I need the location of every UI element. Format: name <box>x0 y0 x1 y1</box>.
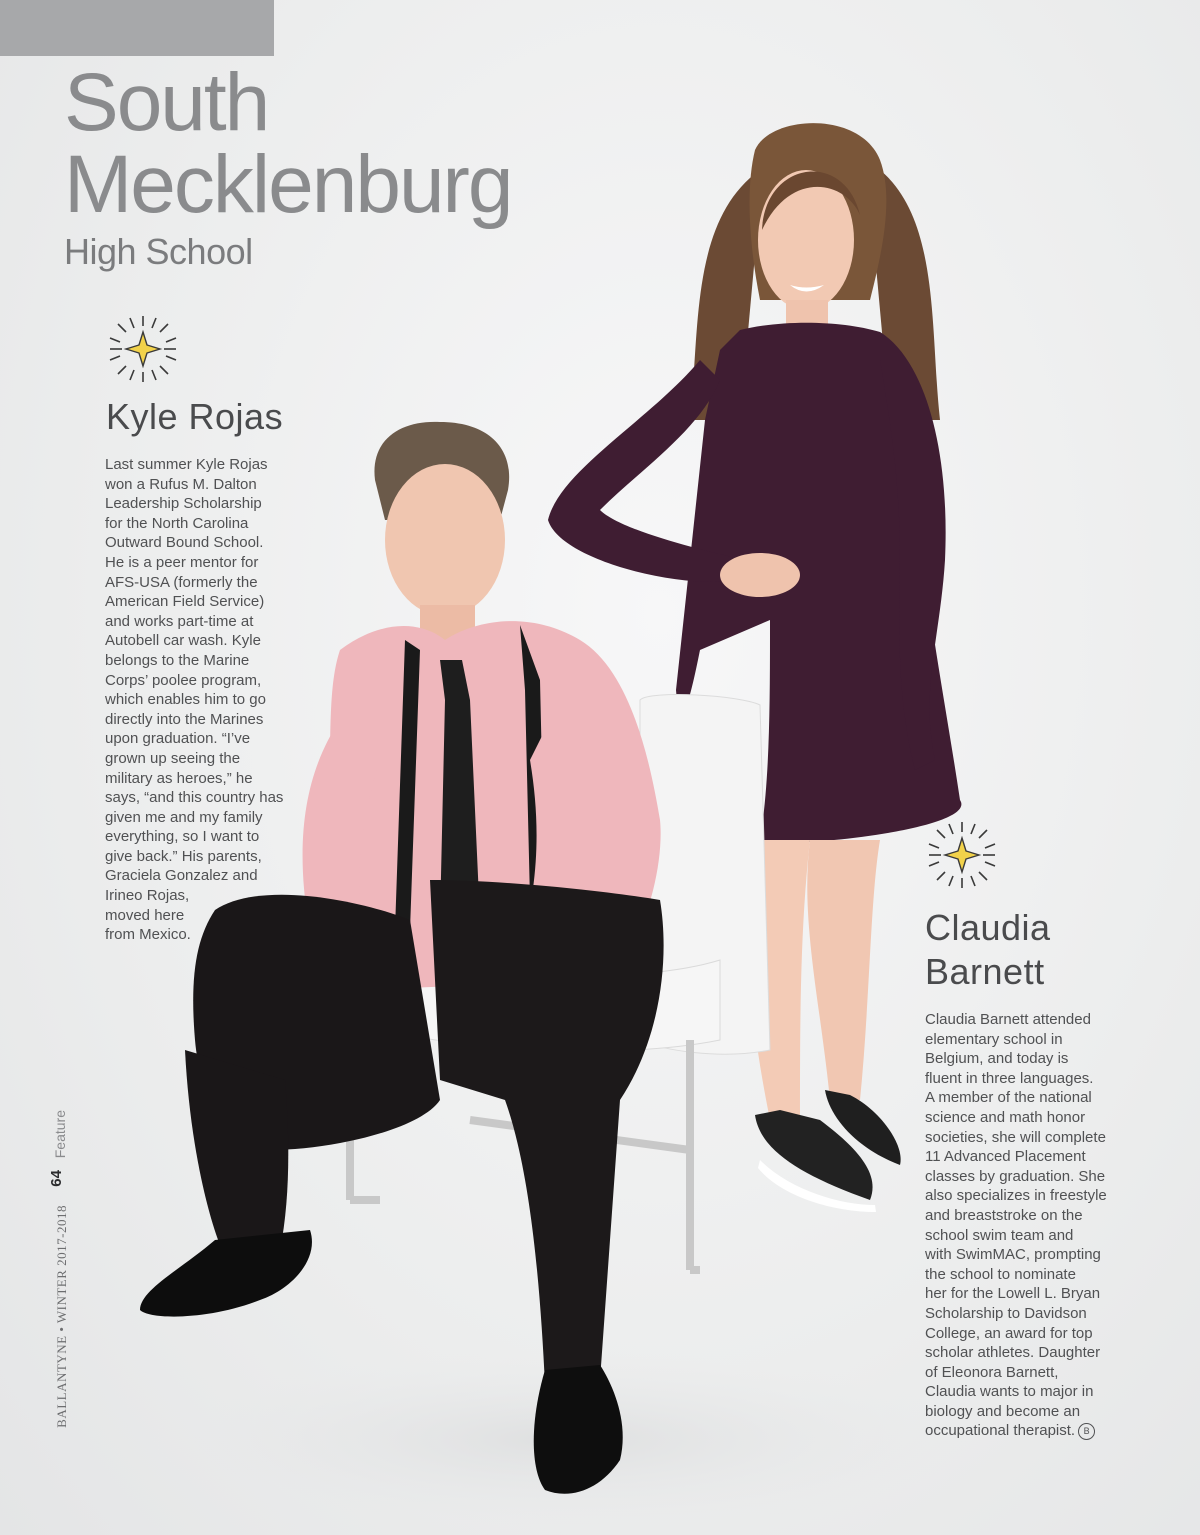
bio-line: Claudia Barnett attended <box>925 1011 1091 1028</box>
bio-line: Scholarship to Davidson <box>925 1304 1087 1322</box>
bio-line: belongs to the Marine <box>105 651 250 669</box>
bio-line: moved here <box>105 906 185 924</box>
bio-line: from Mexico. <box>105 926 191 944</box>
sparkle-star-icon <box>106 314 180 384</box>
bio-line: Corps’ poolee program, <box>105 671 262 689</box>
bio-line-last <box>925 1421 1107 1441</box>
bio-line: of Eleonora Barnett, <box>925 1363 1059 1381</box>
bio-line: elementary school in <box>925 1030 1063 1048</box>
bio-line: scholar athletes. Daughter <box>925 1344 1101 1362</box>
bio-line: also specializes in freestyle <box>925 1187 1107 1205</box>
bio-line: A member of the national <box>925 1089 1092 1107</box>
profile-bio-kyle <box>105 455 283 945</box>
title-subtitle: High School <box>64 231 253 272</box>
bio-line: with SwimMAC, prompting <box>925 1246 1101 1264</box>
profile-name-claudia <box>925 906 1051 994</box>
bio-line: the school to nominate <box>925 1265 1076 1283</box>
page-title <box>64 57 512 272</box>
bio-line: for the North Carolina <box>105 514 249 532</box>
bio-line: grown up seeing the <box>105 749 241 767</box>
bio-line: give back.” His parents, <box>105 847 262 865</box>
bio-line: 11 Advanced Placement <box>925 1148 1086 1166</box>
bio-line: science and math honor <box>925 1108 1086 1126</box>
bio-line: Outward Bound School. <box>105 534 264 552</box>
bio-line: Last summer Kyle Rojas <box>105 456 268 473</box>
title-line-1: South <box>64 57 269 148</box>
bio-line: says, “and this country has <box>105 789 284 807</box>
bio-line: Belgium, and today is <box>925 1050 1069 1068</box>
sparkle-star-icon <box>925 820 999 890</box>
bio-line: and works part-time at <box>105 612 254 630</box>
bio-line: directly into the Marines <box>105 710 264 728</box>
bio-line: occupational therapist. <box>925 1422 1076 1440</box>
profile-name-kyle: Kyle Rojas <box>106 396 284 437</box>
bio-line: and breaststroke on the <box>925 1206 1083 1224</box>
bio-line: Claudia wants to major in <box>925 1383 1094 1401</box>
bio-line: Graciela Gonzalez and <box>105 867 258 885</box>
bio-line: school swim team and <box>925 1226 1074 1244</box>
bio-line: Leadership Scholarship <box>105 495 262 513</box>
profile-bio-claudia <box>925 1010 1107 1441</box>
bio-line: American Field Service) <box>105 593 265 611</box>
title-line-2: Mecklenburg <box>64 139 512 230</box>
bio-line: given me and my family <box>105 808 263 826</box>
section-label: Feature <box>52 1110 68 1159</box>
name-line-2: Barnett <box>925 951 1045 992</box>
bio-line: societies, she will complete <box>925 1128 1106 1146</box>
bio-line: which enables him to go <box>105 691 266 709</box>
magazine-credit: BALLANTYNE • WINTER 2017-2018 <box>54 1205 69 1428</box>
name-line-1: Claudia <box>925 907 1051 948</box>
bio-line: College, an award for top <box>925 1324 1093 1342</box>
bio-line: Irineo Rojas, <box>105 887 190 905</box>
bio-line: everything, so I want to <box>105 828 260 846</box>
bio-line: He is a peer mentor for <box>105 553 259 571</box>
bio-line: military as heroes,” he <box>105 769 253 787</box>
bio-line: fluent in three languages. <box>925 1069 1094 1087</box>
page-number: 64 <box>48 1170 65 1187</box>
bio-line: her for the Lowell L. Bryan <box>925 1285 1101 1303</box>
bio-line: Autobell car wash. Kyle <box>105 632 261 650</box>
bio-line: biology and become an <box>925 1402 1081 1420</box>
bio-line: classes by graduation. She <box>925 1167 1106 1185</box>
bio-line: AFS-USA (formerly the <box>105 573 258 591</box>
end-mark-icon: B <box>1078 1423 1095 1440</box>
bio-line: upon graduation. “I’ve <box>105 730 251 748</box>
bio-line: won a Rufus M. Dalton <box>105 475 257 493</box>
